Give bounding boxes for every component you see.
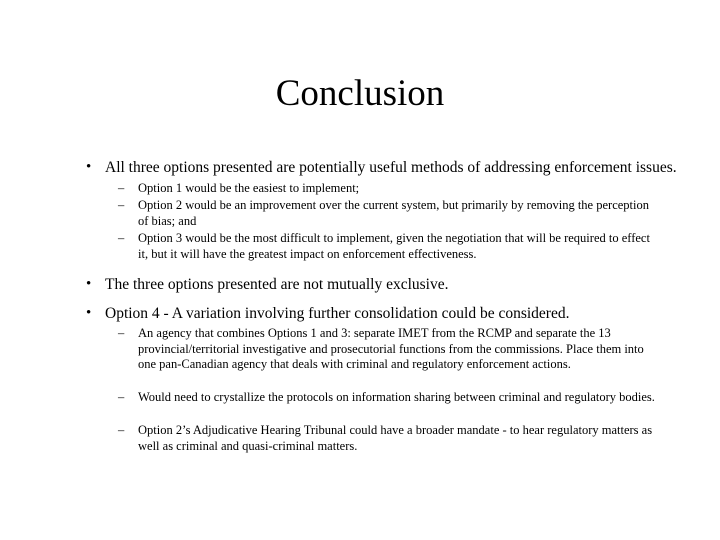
slide-title: Conclusion <box>275 73 445 114</box>
sub-text: Option 2’s Adjudicative Hearing Tribunal could have a broader mandate - to hear regulatory matters as well as criminal and quasi-criminal matters. <box>138 423 653 453</box>
sub-marker: – <box>118 423 125 437</box>
bullet-text: All three options presented are potentially useful methods of addressing enforcement issues. <box>105 159 677 176</box>
bullet-marker: • <box>86 276 92 292</box>
bullet-text: Option 4 - A variation involving further consolidation could be considered. <box>105 305 570 322</box>
bullet-text: The three options presented are not mutually exclusive. <box>105 276 449 293</box>
sub-text: Option 3 would be the most difficult to implement, given the negotiation that will be required to effect it, but it will have the greatest impact on enforcement effectiveness. <box>138 231 650 261</box>
bullet-marker: • <box>86 159 92 175</box>
sub-text: Option 1 would be the easiest to implement; <box>138 181 360 195</box>
sub-marker: – <box>118 326 125 340</box>
sub-marker: – <box>118 181 125 195</box>
sub-marker: – <box>118 231 125 245</box>
sub-text: Option 2 would be an improvement over the current system, but primarily by removing the perception of bias; and <box>138 198 649 228</box>
sub-text: Would need to crystallize the protocols on information sharing between criminal and regulatory bodies. <box>138 390 655 404</box>
sub-marker: – <box>118 198 125 212</box>
bullet-marker: • <box>86 305 92 321</box>
sub-text: An agency that combines Options 1 and 3: separate IMET from the RCMP and separate the 13 provincial/territorial investigative and prosecutorial functions from the commissions. Place them into one pan-Canadian agency that deals with criminal and regulatory enforcement actions. <box>138 326 644 371</box>
sub-marker: – <box>118 390 125 404</box>
